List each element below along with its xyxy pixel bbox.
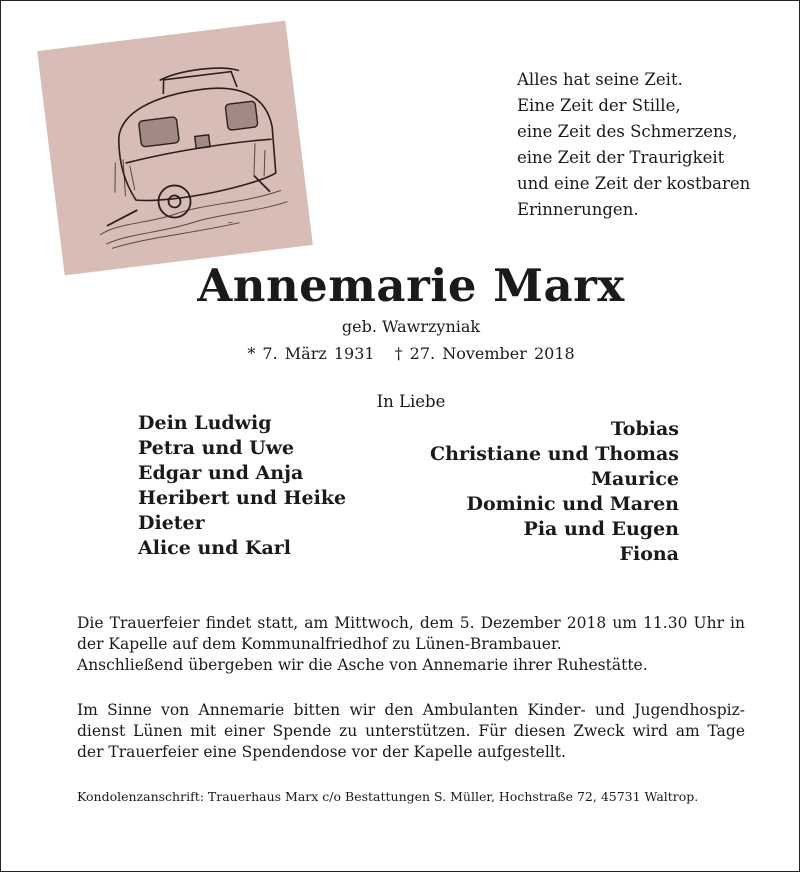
ceremony-paragraph	[77, 613, 745, 676]
paragraph-line: Anschließend übergeben wir die Asche von Annemarie ihrer Ruhestätte.	[77, 656, 648, 674]
paragraph-line: der Trauerfeier eine Spendendose vor der Kapelle aufgestellt.	[77, 743, 566, 761]
death-date: † 27. November 2018	[394, 344, 575, 363]
sketch-signature: ~	[227, 218, 234, 228]
mourners-left-column	[138, 411, 346, 561]
poem-line: und eine Zeit der kostbaren	[517, 174, 751, 193]
mourner-name: Christiane und Thomas	[430, 443, 679, 465]
birth-date: * 7. März 1931	[247, 344, 375, 363]
paragraph-line: der Kapelle auf dem Kommunalfriedhof zu Lünen-Brambauer.	[77, 635, 562, 653]
life-dates	[1, 344, 800, 363]
mourner-name: Petra und Uwe	[138, 437, 295, 459]
caravan-drawing	[37, 21, 313, 276]
poem-line: eine Zeit des Schmerzens,	[517, 122, 738, 141]
poem-line: eine Zeit der Traurigkeit	[517, 148, 725, 167]
donation-paragraph	[77, 700, 745, 763]
mourner-name: Dominic und Maren	[466, 493, 679, 515]
mourner-name: Alice und Karl	[138, 537, 292, 559]
paragraph-line: Die Trauerfeier findet statt, am Mittwoch, dem 5. Dezember 2018 um 11.30 Uhr in	[77, 614, 745, 632]
mourner-name: Dieter	[138, 512, 205, 534]
paragraph-line: dienst Lünen mit einer Spende zu unterstützen. Für diesen Zweck wird am Tage	[77, 722, 745, 740]
poem-line: Eine Zeit der Stille,	[517, 96, 681, 115]
in-love-label: In Liebe	[376, 392, 446, 411]
poem-line: Erinnerungen.	[517, 200, 639, 219]
mourner-name: Dein Ludwig	[138, 412, 272, 434]
mourner-name: Edgar und Anja	[138, 462, 304, 484]
paragraph-line: Im Sinne von Annemarie bitten wir den Ambulanten Kinder- und Jugendhospiz-	[77, 701, 745, 719]
caravan-sketch-image	[37, 21, 313, 276]
mourner-name: Maurice	[590, 468, 679, 490]
mourner-name: Heribert und Heike	[138, 487, 347, 509]
mourner-name: Tobias	[610, 418, 679, 440]
poem-block	[517, 67, 750, 223]
birth-name: geb. Wawrzyniak	[341, 317, 481, 336]
mourner-name: Fiona	[619, 543, 679, 565]
deceased-name: Annemarie Marx	[197, 259, 625, 312]
mourner-name: Pia und Eugen	[523, 518, 679, 540]
mourners-right-column	[430, 417, 679, 567]
poem-line: Alles hat seine Zeit.	[517, 70, 683, 89]
condolence-address: Kondolenzanschrift: Trauerhaus Marx c/o Bestattungen S. Müller, Hochstraße 72, 45731 Waltrop.	[77, 789, 699, 804]
